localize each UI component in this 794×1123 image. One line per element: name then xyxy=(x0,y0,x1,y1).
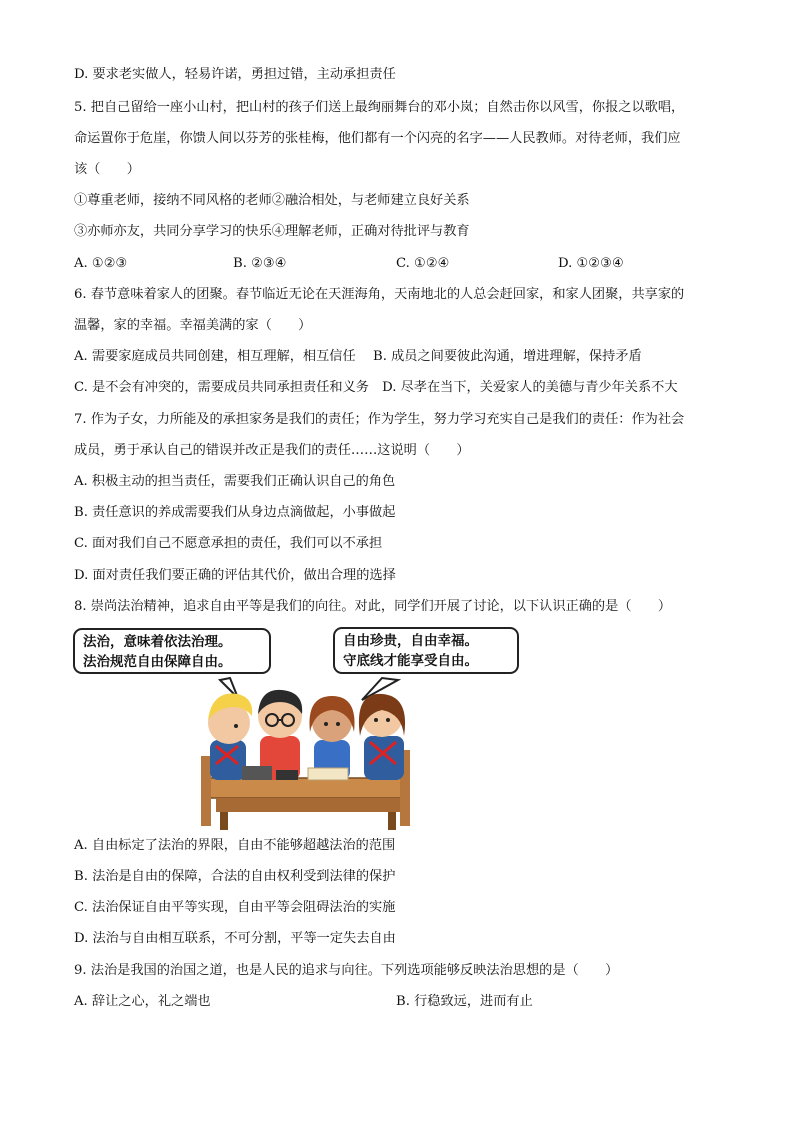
q7-stem-line-1: 7. 作为子女，力所能及的承担家务是我们的责任；作为学生，努力学习充实自己是我们的责任：作为社会 xyxy=(74,412,685,427)
q8-option-c: C. 法治保证自由平等实现，自由平等会阻碍法治的实施 xyxy=(74,900,396,915)
q5-option-d: D. ①②③④ xyxy=(558,256,624,271)
q6-options-cd: C. 是不会有冲突的，需要成员共同承担责任和义务 D. 尽孝在当下，关爱家人的美德与青少年关系不大 xyxy=(74,380,678,395)
desk-leg-left xyxy=(220,812,228,830)
q8-option-d: D. 法治与自由相互联系，不可分割，平等一定失去自由 xyxy=(74,931,396,946)
q5-stem-line-1: 5. 把自己留给一座小山村，把山村的孩子们送上最绚丽舞台的邓小岚；自然击你以风雪，你报之以歌唱， xyxy=(74,100,685,115)
q5-statement-1: ①尊重老师，接纳不同风格的老师②融洽相处，与老师建立良好关系 xyxy=(74,193,470,208)
q9-stem: 9. 法治是我国的治国之道，也是人民的追求与向往。下列选项能够反映法治思想的是（ ） xyxy=(74,963,619,978)
desk-top xyxy=(210,778,406,798)
q4-option-d: D. 要求老实做人，轻易许诺，勇担过错，主动承担责任 xyxy=(74,67,396,82)
speech-bubble-right xyxy=(333,627,519,674)
laptop-icon xyxy=(242,766,272,780)
bubble-left-line-2: 法治规范自由保障自由。 xyxy=(83,654,232,670)
desk-leg-right xyxy=(388,812,396,830)
q9-option-a: A. 辞让之心，礼之端也 xyxy=(74,994,211,1009)
q6-stem-line-2: 温馨，家的幸福。幸福美满的家（ ） xyxy=(74,318,312,333)
q7-stem-line-2: 成员，勇于承认自己的错误并改正是我们的责任……这说明（ ） xyxy=(74,443,470,458)
q8-option-b: B. 法治是自由的保障，合法的自由权利受到法律的保护 xyxy=(74,869,396,884)
tablet-icon xyxy=(276,770,298,780)
q5-option-b: B. ②③④ xyxy=(233,256,287,271)
q8-option-a: A. 自由标定了法治的界限，自由不能够超越法治的范围 xyxy=(74,838,396,853)
bubble-right-line-1: 自由珍贵，自由幸福。 xyxy=(343,633,478,649)
q5-stem-line-2: 命运置你于危崖，你馈人间以芬芳的张桂梅，他们都有一个闪亮的名字——人民教师。对待老师，我们应 xyxy=(74,131,681,146)
q7-option-c: C. 面对我们自己不愿意承担的责任，我们可以不承担 xyxy=(74,536,383,551)
bubble-right-line-2: 守底线才能享受自由。 xyxy=(343,653,478,669)
q7-option-d: D. 面对责任我们要正确的评估其代价，做出合理的选择 xyxy=(74,568,396,583)
q8-stem: 8. 崇尚法治精神，追求自由平等是我们的向往。对此，同学们开展了讨论，以下认识正确的是（ ） xyxy=(74,599,672,614)
open-book-icon xyxy=(308,768,348,780)
q5-option-a: A. ①②③ xyxy=(74,256,128,271)
q7-option-a: A. 积极主动的担当责任，需要我们正确认识自己的角色 xyxy=(74,474,396,489)
q6-options-ab: A. 需要家庭成员共同创建，相互理解，相互信任 B. 成员之间要彼此沟通，增进理解，保持矛盾 xyxy=(74,349,642,364)
speech-bubble-left xyxy=(73,628,271,674)
desk-front xyxy=(216,798,400,812)
q5-option-c: C. ①②④ xyxy=(396,256,450,271)
q5-statement-2: ③亦师亦友，共同分享学习的快乐④理解老师，正确对待批评与教育 xyxy=(74,224,470,239)
chair-left xyxy=(201,756,211,826)
q6-stem-line-1: 6. 春节意味着家人的团聚。春节临近无论在天涯海角，天南地北的人总会赶回家，和家人团聚，共享家的 xyxy=(74,287,685,302)
q9-option-b: B. 行稳致远，进而有止 xyxy=(396,994,533,1009)
q5-stem-line-3: 该（ ） xyxy=(74,162,140,177)
child-girl-brown-hair xyxy=(309,696,354,780)
bubble-left-line-1: 法治，意味着依法治理。 xyxy=(83,634,232,650)
q7-option-b: B. 责任意识的养成需要我们从身边点滴做起，小事做起 xyxy=(74,505,396,520)
child-girl-flag-shirt xyxy=(359,694,405,780)
